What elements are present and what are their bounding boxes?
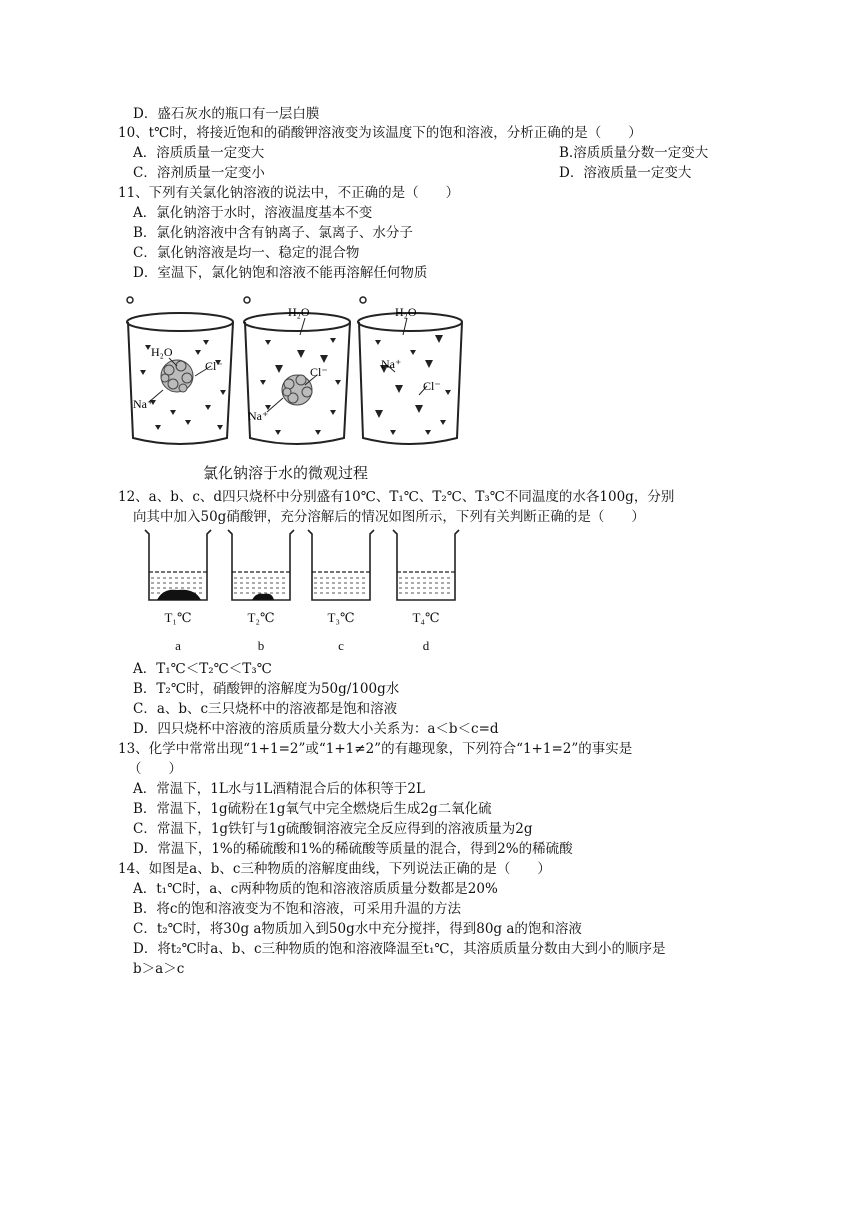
q12-option-a: A．T₁℃＜T₂℃＜T₃℃ xyxy=(133,661,272,677)
beaker-b-temp-label: T₂℃ xyxy=(247,610,275,625)
q9-option-d: D．盛石灰水的瓶口有一层白膜 xyxy=(133,106,320,122)
q13-option-a: A．常温下，1L水与1L酒精混合后的体积等于2L xyxy=(133,781,425,797)
beaker-a-letter-label: a xyxy=(175,638,181,653)
beaker-3-drawing xyxy=(358,313,462,444)
q10-option-d: D．溶液质量一定变大 xyxy=(559,165,692,181)
beaker-c-letter-label: c xyxy=(338,638,344,653)
q12-stem-line1: 12、a、b、c、d四只烧杯中分别盛有10℃、T₁℃、T₂℃、T₃℃不同温度的水各100g，分别 xyxy=(118,489,675,505)
q10-option-a: A．溶质质量一定变大 xyxy=(133,145,265,161)
q14-option-a: A．t₁℃时，a、c两种物质的饱和溶液溶质质量分数都是20% xyxy=(133,881,498,897)
beaker-a xyxy=(143,528,213,606)
beaker-a-temp-label: T₁℃ xyxy=(164,610,192,625)
beaker-d xyxy=(391,528,461,606)
beaker-1-na-label: Na⁺ xyxy=(133,397,154,411)
q12-option-d: D．四只烧杯中溶液的溶质质量分数大小关系为：a＜b＜c=d xyxy=(133,721,499,737)
q11-stem: 11、下列有关氯化钠溶液的说法中，不正确的是（ ） xyxy=(118,185,460,201)
beaker-b xyxy=(226,528,296,606)
q11-option-c: C．氯化钠溶液是均一、稳定的混合物 xyxy=(133,245,360,261)
q12-option-c: C．a、b、c三只烧杯中的溶液都是饱和溶液 xyxy=(133,701,398,717)
q12-option-b: B．T₂℃时，硝酸钾的溶解度为50g/100g水 xyxy=(133,681,400,697)
crystal-cluster-2 xyxy=(282,375,312,405)
q13-option-c: C．常温下，1g铁钉与1g硫酸铜溶液完全反应得到的溶液质量为2g xyxy=(133,821,533,837)
q11-option-b: B．氯化钠溶液中含有钠离子、氯离子、水分子 xyxy=(133,225,413,241)
beaker-c xyxy=(306,528,376,606)
beaker-2-cl-label: Cl⁻ xyxy=(310,365,328,379)
q10-option-b: B.溶质质量分数一定变大 xyxy=(559,145,709,161)
beaker-1-h2o-label: H₂O xyxy=(151,345,173,359)
beaker-d-letter-label: d xyxy=(422,638,430,653)
beaker-3-h2o-label: H₂O xyxy=(395,305,417,319)
q10-stem: 10、t℃时，将接近饱和的硝酸钾溶液变为该温度下的饱和溶液，分析正确的是（ ） xyxy=(118,125,642,141)
beaker-2-h2o-label: H₂O xyxy=(288,305,310,319)
q14-option-d-line2: b＞a＞c xyxy=(133,961,185,977)
beaker-b-letter-label: b xyxy=(257,638,265,653)
beaker-2-na-label: Na⁺ xyxy=(248,409,269,423)
crystal-cluster-1 xyxy=(161,360,193,392)
q11-option-d: D．室温下，氯化钠饱和溶液不能再溶解任何物质 xyxy=(133,265,428,281)
q14-option-b: B．将c的饱和溶液变为不饱和溶液，可采用升温的方法 xyxy=(133,901,461,917)
q14-option-c: C．t₂℃时，将30g a物质加入到50g水中充分搅拌，得到80g a的饱和溶液 xyxy=(133,921,582,937)
q10-option-c: C．溶剂质量一定变小 xyxy=(133,165,265,181)
q14-option-d-line1: D．将t₂℃时a、b、c三种物质的饱和溶液降温至t₁℃，其溶质质量分数由大到小的顺序是 xyxy=(133,941,666,957)
q13-stem-line1: 13、化学中常常出现“1+1=2”或“1+1≠2”的有趣现象，下列符合“1+1=2”的事实是 xyxy=(118,741,633,757)
beaker-c-temp-label: T₃℃ xyxy=(327,610,355,625)
q13-option-d: D．常温下，1%的稀硫酸和1%的稀硫酸等质量的混合，得到2%的稀硫酸 xyxy=(133,841,573,857)
figure1-caption: 氯化钠溶于水的微观过程 xyxy=(203,464,369,482)
q11-option-a: A．氯化钠溶于水时，溶液温度基本不变 xyxy=(133,205,373,221)
beaker-3-cl-label: Cl⁻ xyxy=(423,379,441,393)
beaker-d-temp-label: T₄℃ xyxy=(412,610,440,625)
q13-stem-line2: （ ） xyxy=(128,761,182,777)
nacl-dissolving-figure xyxy=(125,290,470,455)
q12-stem-line2: 向其中加入50g硝酸钾，充分溶解后的情况如图所示，下列有关判断正确的是（ ） xyxy=(133,509,645,525)
beaker-3-na-label: Na⁺ xyxy=(381,357,402,371)
beaker-1-cl-label: Cl⁻ xyxy=(205,359,223,373)
q13-option-b: B．常温下，1g硫粉在1g氧气中完全燃烧后生成2g二氧化硫 xyxy=(133,801,492,817)
q14-stem: 14、如图是a、b、c三种物质的溶解度曲线，下列说法正确的是（ ） xyxy=(118,861,551,877)
